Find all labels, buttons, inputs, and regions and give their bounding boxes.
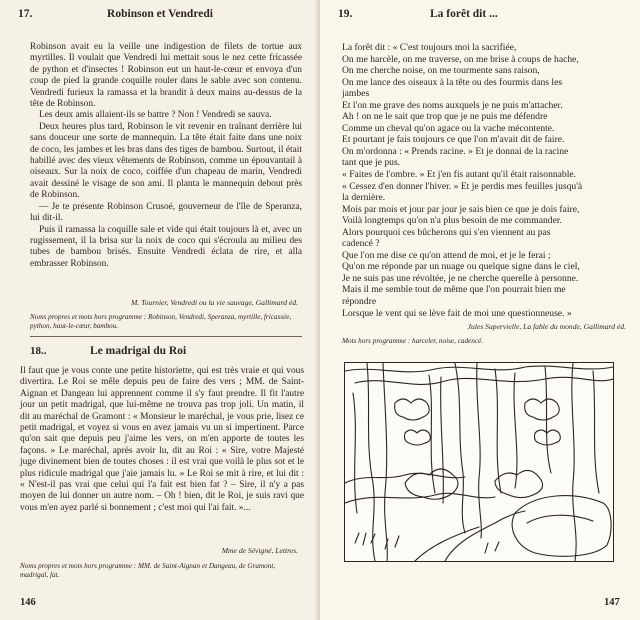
chapter18-paragraph: Il faut que je vous conte une petite historiette, qui est très vraie et qui vous divertira. Le Roi se mêle depuis peu de faire des vers ; MM. de Saint-Aignan et Dangeau lui apprennent comme il s'y faut prendre. Il fit l'autre jour un petit madrigal, que lui-même ne trouva pas trop joli. Un matin, il dit au maréchal de Gramont : « Monsieur le maréchal, je vous prie, lisez ce petit madrigal, et voyez si vous en avez jamais vu un si impertinent. Parce qu'on sait que depuis peu j'aime les vers, on m'en apporte de toutes les façons. » Le maréchal, après avoir lu, dit au Roi : « Sire, votre Majesté juge divinement bien de toutes choses : il est vrai que voilà le plus sot et le plus ridicule madrigal que j'aie jamais lu. » Le Roi se mit à rire, et lui dit : « N'est-il pas vrai que celui qui l'a fait est bien fat ? – Sire, il n'y a pas moyen de lui donner un autre nom. – Oh ! bien, dit le Roi, je suis ravi que vous m'en ayez parlé si bonnement ; c'est moi qui l'ai fait. »... bbox=[20, 366, 304, 513]
chapter18-title: Le madrigal du Roi bbox=[90, 345, 187, 357]
chapter17-paragraph: Deux heures plus tard, Robinson le vit revenir en traînant derrière lui sans douceur une sorte de mannequin. La tête était faite dans une noix de coco, les jambes et les bras dans des tiges de bambou. Surtout, il était habillé avec des vieux vêtements de Robinson, comme un épouvantail à oiseaux. Sur la noix de coco, coiffée d'un chapeau de marin, Vendredi avait dessiné le visage de son ami. Il planta le mannequin debout près de Robinson. bbox=[30, 121, 302, 201]
poem-line: On me lance des oiseaux à la tête ou des fourmis dans les bbox=[342, 76, 563, 88]
poem-line: jambes bbox=[342, 88, 370, 100]
poem-line: Mais il me semble tout de même que l'on pourrait bien me bbox=[342, 284, 566, 296]
poem-la-foret-dit bbox=[342, 42, 634, 319]
poem-line: Voilà longtemps qu'on n'a plus besoin de me commander. bbox=[342, 215, 562, 227]
chapter17-paragraph: Puis il ramassa la coquille sale et vide qui était toujours là et, avec un rugissement, il la brisa sur la noix de coco qui s'écroula au milieu des tubes de bambou brisés. Ensuite Vendredi éclata de rire, et alla embrasser Robinson. bbox=[30, 224, 302, 269]
chapter17-note: Noms propres et mots hors programme : Robinson, Vendredi, Speranza, myrtille, fricassée, python, haut-le-cœur, bambou. bbox=[30, 313, 292, 330]
poem-line: Mois par mois et jour par jour je sais bien ce que je dois faire, bbox=[342, 203, 580, 215]
chapter17-paragraph: Les deux amis allaient-ils se battre ? Non ! Vendredi se sauva. bbox=[39, 110, 272, 121]
chapter17-title: Robinson et Vendredi bbox=[107, 8, 213, 20]
poem-line: On me cherche noise, on me tourmente sans raison, bbox=[342, 65, 540, 77]
poem-line: répondre bbox=[342, 296, 377, 308]
chapter17-source: M. Tournier, Vendredi ou la vie sauvage, Gallimard éd. bbox=[130, 298, 298, 307]
poem-line: Que l'on me dise ce qu'on attend de moi, et je le ferai ; bbox=[342, 249, 551, 261]
poem-line: tant que je pus. bbox=[342, 157, 401, 169]
poem-line: la dernière. bbox=[342, 192, 386, 204]
page-number-right: 147 bbox=[604, 597, 620, 608]
chapter17-body bbox=[30, 42, 302, 270]
chapter17-number: 17. bbox=[18, 8, 33, 20]
page-number-left: 146 bbox=[20, 597, 36, 608]
poem-line: Et pourtant je fais toujours ce que l'on m'avait dit de faire. bbox=[342, 134, 565, 146]
chapter18-note: Noms propres et mots hors programme : MM. de Saint-Aignan et Dangeau, de Gramont, madrigal, fat. bbox=[20, 562, 276, 579]
poem-line: « Cessez d'en donner l'hiver. » Et je perdis mes feuilles jusqu'à bbox=[342, 180, 583, 192]
poem-line: Qu'on me réponde par un nuage ou quelque signe dans le ciel, bbox=[342, 261, 580, 273]
chapter18-source: Mme de Sévigné, Lettres. bbox=[221, 546, 298, 555]
poem-line: Je ne suis pas une révoltée, je ne cherche querelle à personne. bbox=[342, 272, 579, 284]
section-divider bbox=[30, 336, 302, 337]
chapter19-note: Mots hors programme : harceler, noise, cadencé. bbox=[342, 337, 483, 345]
forest-illustration bbox=[344, 362, 614, 562]
poem-line: « Faites de l'ombre. » Et j'en fis autant qu'il était raisonnable. bbox=[342, 169, 577, 181]
chapter17-paragraph: — Je te présente Robinson Crusoé, gouverneur de l'île de Speranza, lui dit-il. bbox=[30, 201, 302, 224]
chapter19-number: 19. bbox=[338, 8, 353, 20]
chapter17-paragraph: Robinson avait eu la veille une indigestion de filets de tortue aux myrtilles. Il voulait que Vendredi lui mettait sous le nez cette fricassée de python et d'insectes ! Robinson eut un haut-le-cœur et envoya d'un coup de pied la grande coquille rouler dans le sable avec son contenu. Vendredi furieux la ramassa et la brandit à deux mains au-dessus de la tête de Robinson. bbox=[30, 42, 302, 110]
poem-line: cadencé ? bbox=[342, 238, 380, 250]
poem-line: Comme un cheval qu'on agace ou la vache mécontente. bbox=[342, 122, 555, 134]
poem-line: On m'ordonna : « Prends racine. » Et je donnai de la racine bbox=[342, 145, 569, 157]
poem-line: Et l'on me grave des noms auxquels je ne puis m'attacher. bbox=[342, 99, 563, 111]
poem-line: La forêt dit : « C'est toujours moi la sacrifiée, bbox=[342, 42, 517, 53]
chapter19-title: La forêt dit ... bbox=[430, 8, 498, 20]
poem-line: Lorsque le vent qui se lève fait de moi une questionneuse. » bbox=[342, 307, 572, 319]
chapter18-number: 18.. bbox=[30, 345, 47, 357]
poem-line: Alors pourquoi ces bûcherons qui s'en viennent au pas bbox=[342, 226, 551, 238]
chapter18-body bbox=[20, 366, 304, 514]
poem-line: On me harcèle, on me traverse, on me brise à coups de hache, bbox=[342, 53, 579, 65]
chapter19-source: Jules Supervielle, La fable du monde, Gallimard éd. bbox=[467, 322, 626, 331]
poem-line: Ah ! on ne le sait que trop que je ne puis me défendre bbox=[342, 111, 548, 123]
